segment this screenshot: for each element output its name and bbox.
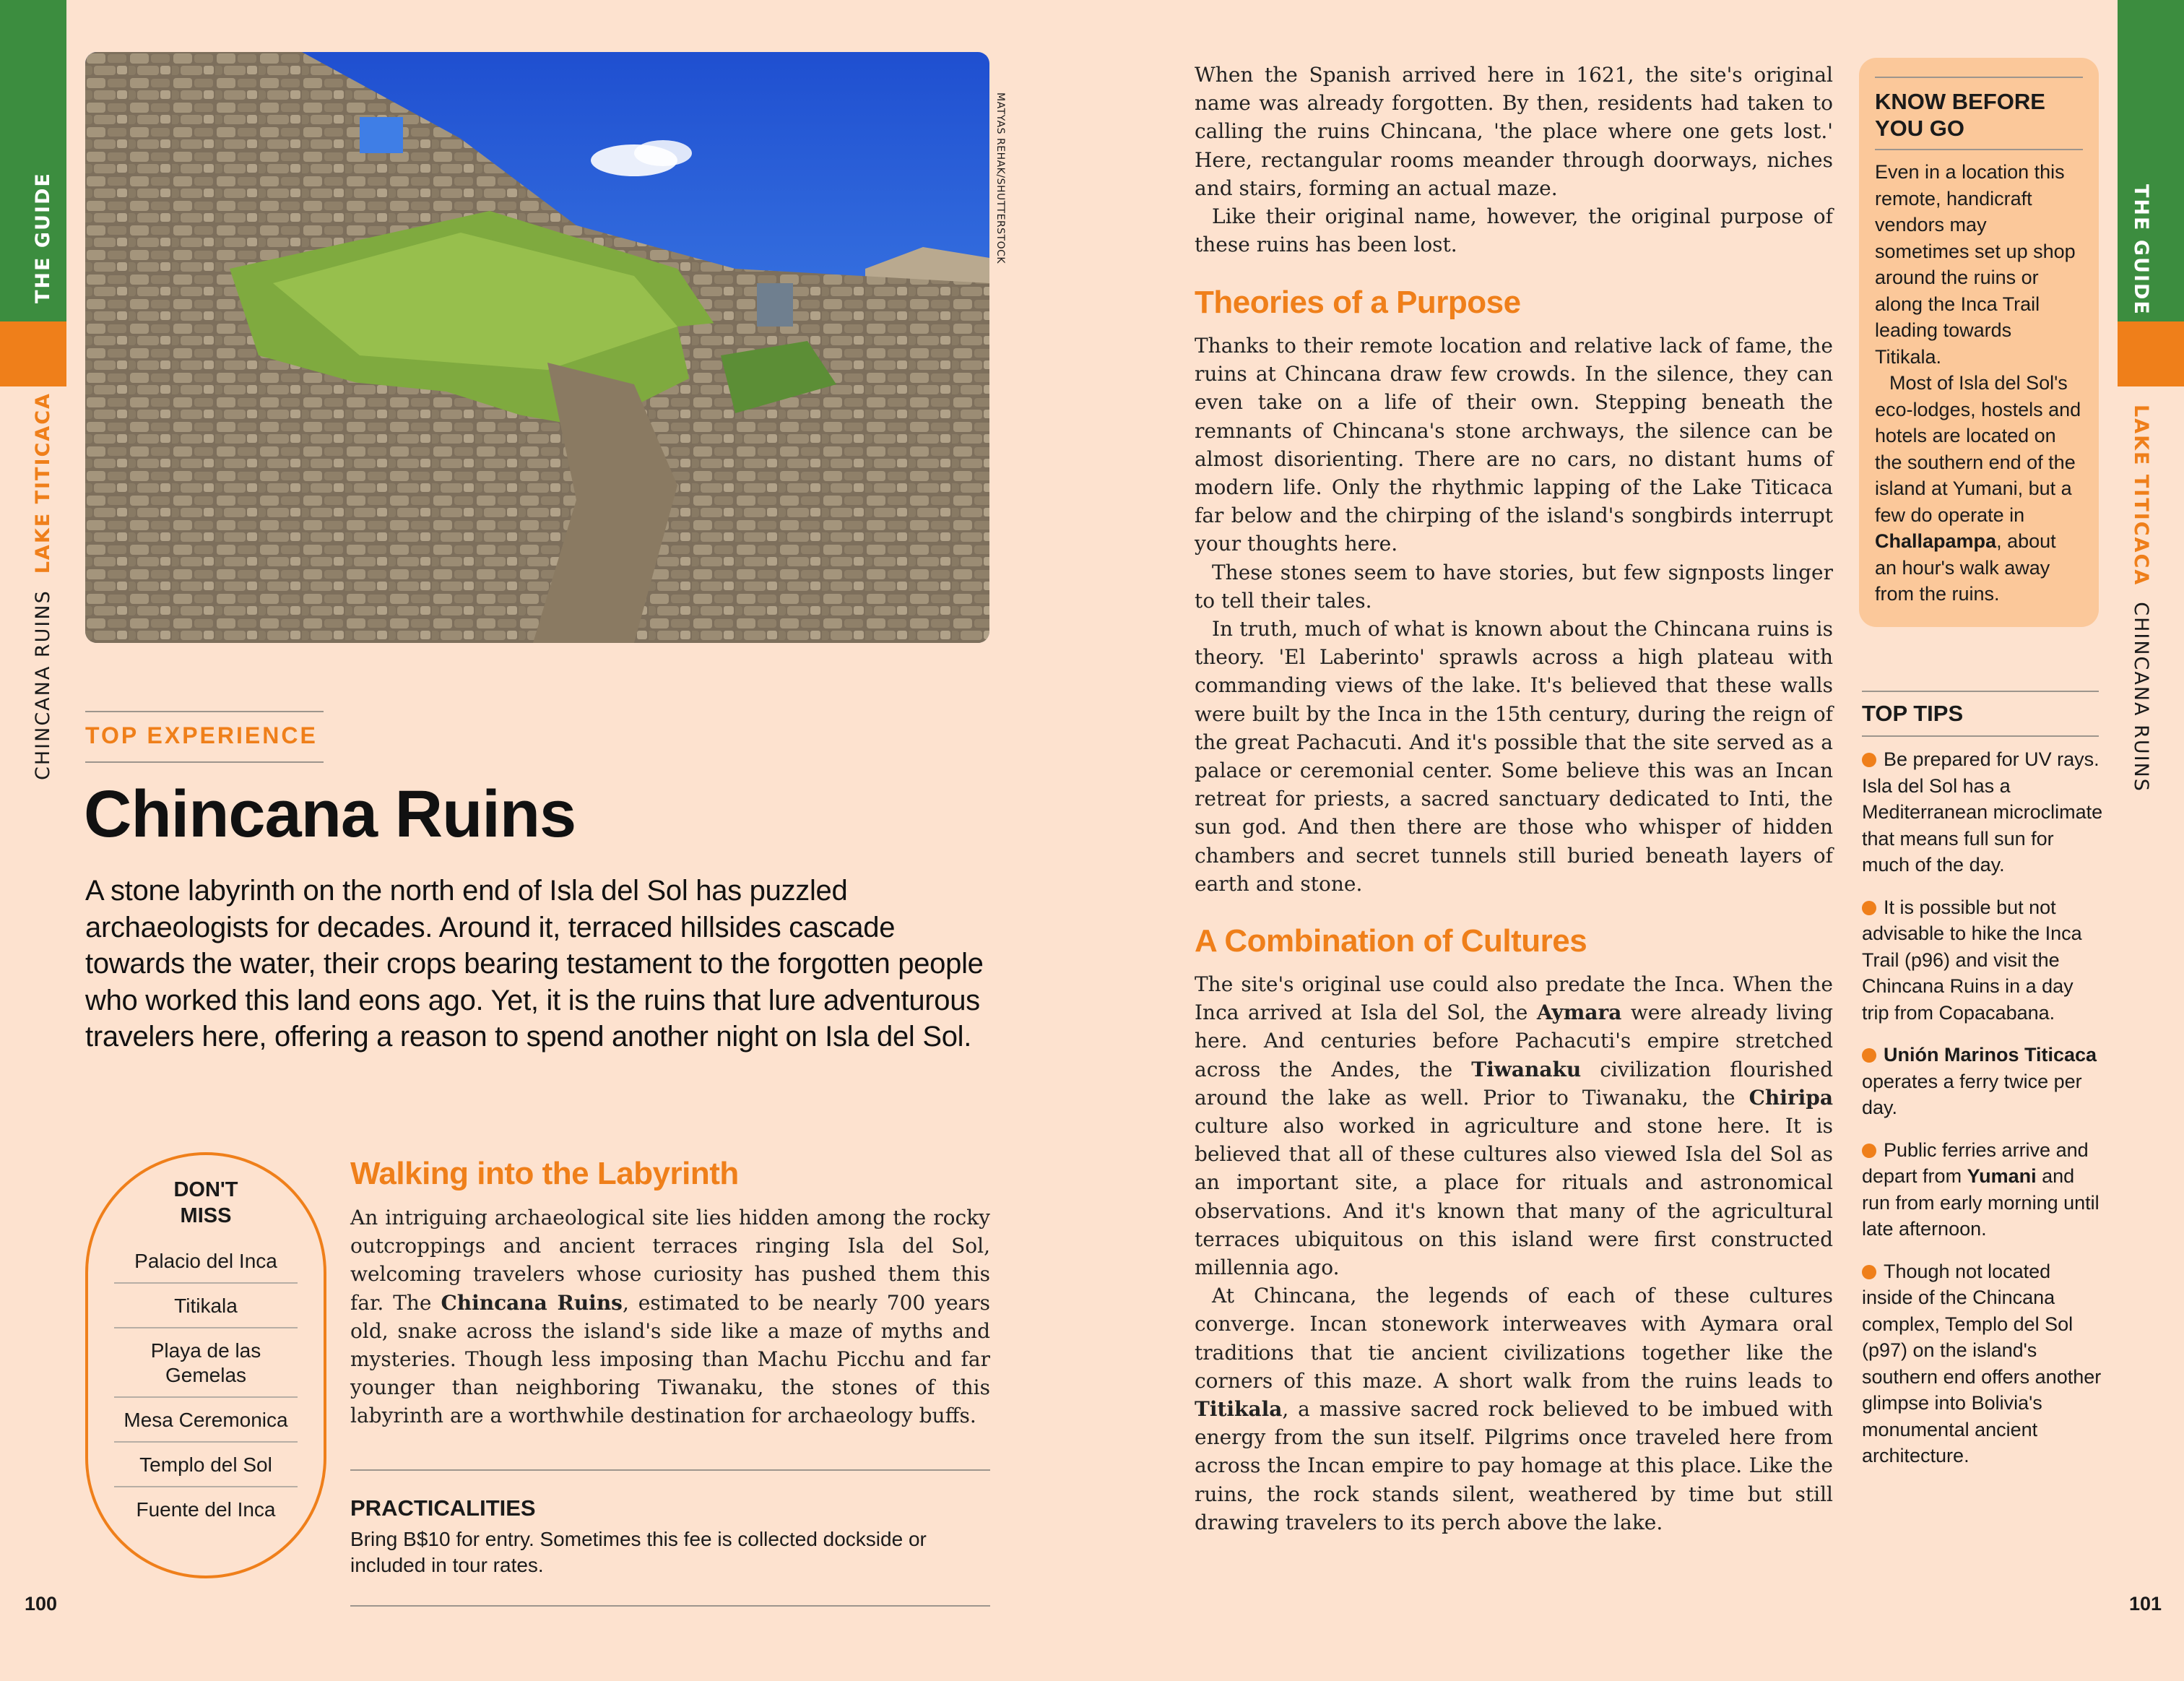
main-paragraph: Like their original name, however, the original purpose of these ruins has been lost. [1195,204,1833,257]
chapter-label: CHINCANA RUINS [32,589,54,780]
left-running-head [32,392,54,780]
section-label: LAKE TITICACA [32,392,54,574]
bullet-icon [1862,901,1876,915]
walking-text: , estimated to be nearly 700 years old, snake across the island's side like a maze of myths and mysteries. Though less imposing than Machu Picchu and far younger than neighboring Tiwanaku, the stones of this labyrinth are a worthwhile destination for archaeology buffs. [350,1290,990,1428]
tip-item [1862,1137,2104,1243]
dont-miss-item: Playa de las Gemelas [114,1327,298,1396]
know-before-text-part: , about an hour's walk away from the ruins. [1875,530,2056,605]
dont-miss-item: Palacio del Inca [134,1250,277,1272]
main-bold: Chiripa [1748,1085,1833,1110]
main-bold: Aymara [1536,1001,1622,1025]
cultures-body [1195,970,1833,1537]
know-before-paragraph [1875,370,2083,608]
right-running-head [2130,405,2152,792]
theories-heading: Theories of a Purpose [1195,285,1521,320]
chapter-label: CHINCANA RUINS [2130,602,2152,792]
bullet-icon [1862,1265,1876,1279]
tip-item [1862,746,2104,878]
left-guide-tab-label: THE GUIDE [32,172,54,303]
top-tips-rule-bottom [1862,735,2099,737]
main-paragraph: In truth, much of what is known about the Chincana ruins is theory. 'El Laberinto' sprawls across a high plateau with commanding views of the lake. It's believed that these walls were built by the Inca in the 15th century, during the reign of the great Pachacuti. And it's possible that the site served as a palace or ceremonial center. Some believe this was an Incan retreat for priests, a sacred sanctuary dedicated to Inti, the sun god. And then there are those who whisper of hidden chambers and secret tunnels still buried beneath layers of earth and stone. [1195,617,1833,896]
kicker-rule-top [85,711,324,712]
main-bold: Tiwanaku [1471,1057,1582,1081]
walking-heading: Walking into the Labyrinth [350,1156,739,1191]
dont-miss-item: Titikala [114,1282,298,1327]
main-text: At Chincana, the legends of each of these cultures converge. Incan stonework interweaves with Aymara oral traditions that tie ancient civilizations together like the corners of this maze. A short walk from the ruins leads to [1195,1284,1833,1393]
practicalities-rule-bottom [350,1605,990,1607]
main-paragraph: These stones seem to have stories, but few signposts linger to tell their tales. [1195,560,1833,613]
bullet-icon [1862,1144,1876,1158]
ruins-photo [85,52,989,643]
tip-text: and run from early morning until late afternoon. [1862,1165,2100,1240]
top-tips-list [1862,746,2104,1485]
main-text: culture also worked in agriculture and stone here. It is believed that all of these cultures also viewed Isla del Sol as an important site, a place for rituals and astronomical observations. And it's known that many of the agricultural terraces ubiquitous on this island were first constructed millennia ago. [1195,1114,1833,1280]
walking-bold: Chincana Ruins [441,1290,623,1315]
bullet-icon [1862,753,1876,767]
walking-body [350,1204,990,1430]
top-experience-kicker: TOP EXPERIENCE [85,722,318,748]
kicker-rule-bottom [85,761,324,763]
practicalities-rule-top [350,1469,990,1471]
know-before-heading: KNOW BEFORE YOU GO [1875,89,2045,141]
tip-bold: Unión Marinos Titicaca [1884,1044,2097,1066]
tip-text: Be prepared for UV rays. Isla del Sol has a Mediterranean microclimate that means full sun for much of the day. [1862,748,2103,876]
ruins-photo-illustration [85,52,989,643]
dont-miss-box [85,1152,326,1578]
right-section-tab [2118,321,2184,386]
theories-body [1195,332,1833,898]
right-guide-tab-label: THE GUIDE [2130,184,2152,316]
dont-miss-list [114,1239,298,1531]
page-number-left: 100 [25,1593,58,1615]
left-section-tab [0,321,66,386]
know-before-bold: Challapampa [1875,530,1997,552]
main-intro [1195,61,1833,259]
top-tips-rule-top [1862,691,2099,692]
photo-credit: MATYAS REHAK/SHUTTERSTOCK [994,92,1006,264]
page-number-right: 101 [2129,1593,2162,1615]
page-title: Chincana Ruins [84,777,576,851]
standfirst: A stone labyrinth on the north end of Isla del Sol has puzzled archaeologists for decades. Around it, terraced hillsides cascade towards the water, their crops bearing testament to the forgotten people who worked this land eons ago. Yet, it is the ruins that lure adventurous travelers here, offering a reason to spend another night on Isla del Sol. [85,875,984,1053]
practicalities-heading: PRACTICALITIES [350,1495,536,1521]
main-paragraph: Thanks to their remote location and relative lack of fame, the ruins at Chincana draw few crowds. In the silence, they can even take on a life of their own. Stepping beneath the remnants of Chincana's stone archways, the silence can be almost disorienting. There are no cars, no distant hums of modern life. Only the rhythmic lapping of the Lake Titicaca far below and the chirping of the island's songbirds interrupt your thoughts here. [1195,334,1833,556]
main-text: were already living here. And centuries before Pachacuti's empire stretched across the Andes, the [1195,1001,1833,1081]
know-before-rule [1875,77,2083,78]
main-text: The site's original use could also predate the Inca. When the Inca arrived at Isla del Sol, the [1195,972,1833,1025]
know-before-rule [1875,149,2083,150]
practicalities-text: Bring B$10 for entry. Sometimes this fee is collected dockside or included in tour rates. [350,1528,927,1576]
main-text: civilization flourished around the lake as well. Prior to Tiwanaku, the [1195,1057,1834,1110]
know-before-text-part: Most of Isla del Sol's eco-lodges, hostels and hotels are located on the southern end of the island at Yumani, but a few do operate in [1875,372,2081,526]
main-bold: Titikala [1195,1397,1283,1422]
walking-text: An intriguing archaeological site lies hidden among the rocky outcroppings and ancient terraces ringing Isla del Sol, welcoming travelers whose curiosity has pushed them this far. The [350,1206,990,1315]
section-label: LAKE TITICACA [2130,405,2152,587]
know-before-paragraph: Even in a location this remote, handicraft vendors may sometimes set up shop around the ruins or along the Inca Trail leading towards Titikala. [1875,161,2076,368]
tip-item [1862,894,2104,1027]
cultures-heading: A Combination of Cultures [1195,923,1587,959]
know-before-text [1875,159,2083,608]
top-tips-heading: TOP TIPS [1862,701,1964,726]
tip-text: Though not located inside of the Chincana complex, Templo del Sol (p97) on the island's southern end offers another glimpse into Bolivia's monumental ancient architecture. [1862,1260,2102,1466]
tip-text: It is possible but not advisable to hike the Inca Trail (p96) and visit the Chincana Ruins in a day trip from Copacabana. [1862,896,2082,1024]
tip-item [1862,1258,2104,1469]
know-before-box [1859,58,2099,627]
tip-text: Public ferries arrive and depart from [1862,1138,2089,1187]
dont-miss-heading: DON'T MISS [173,1178,238,1227]
bullet-icon [1862,1048,1876,1063]
main-text: , a massive sacred rock believed to be imbued with energy from the sun itself. Pilgrims once traveled here from across the Incan empire to pay homage at this place. Like the ruins, the rock stands silent, weathered by time but still drawing travelers to its perch above the lake. [1195,1397,1833,1534]
main-paragraph: When the Spanish arrived here in 1621, the site's original name was already forgotten. By then, residents had taken to calling the ruins Chincana, 'the place where one gets lost.' Here, rectangular rooms meander through doorways, niches and stairs, forming an actual maze. [1195,63,1833,200]
tip-bold: Yumani [1967,1165,2037,1187]
tip-item [1862,1042,2104,1121]
dont-miss-item: Fuente del Inca [114,1486,298,1531]
dont-miss-item: Templo del Sol [114,1441,298,1486]
tip-text: operates a ferry twice per day. [1862,1070,2082,1118]
dont-miss-item: Mesa Ceremonica [114,1396,298,1441]
